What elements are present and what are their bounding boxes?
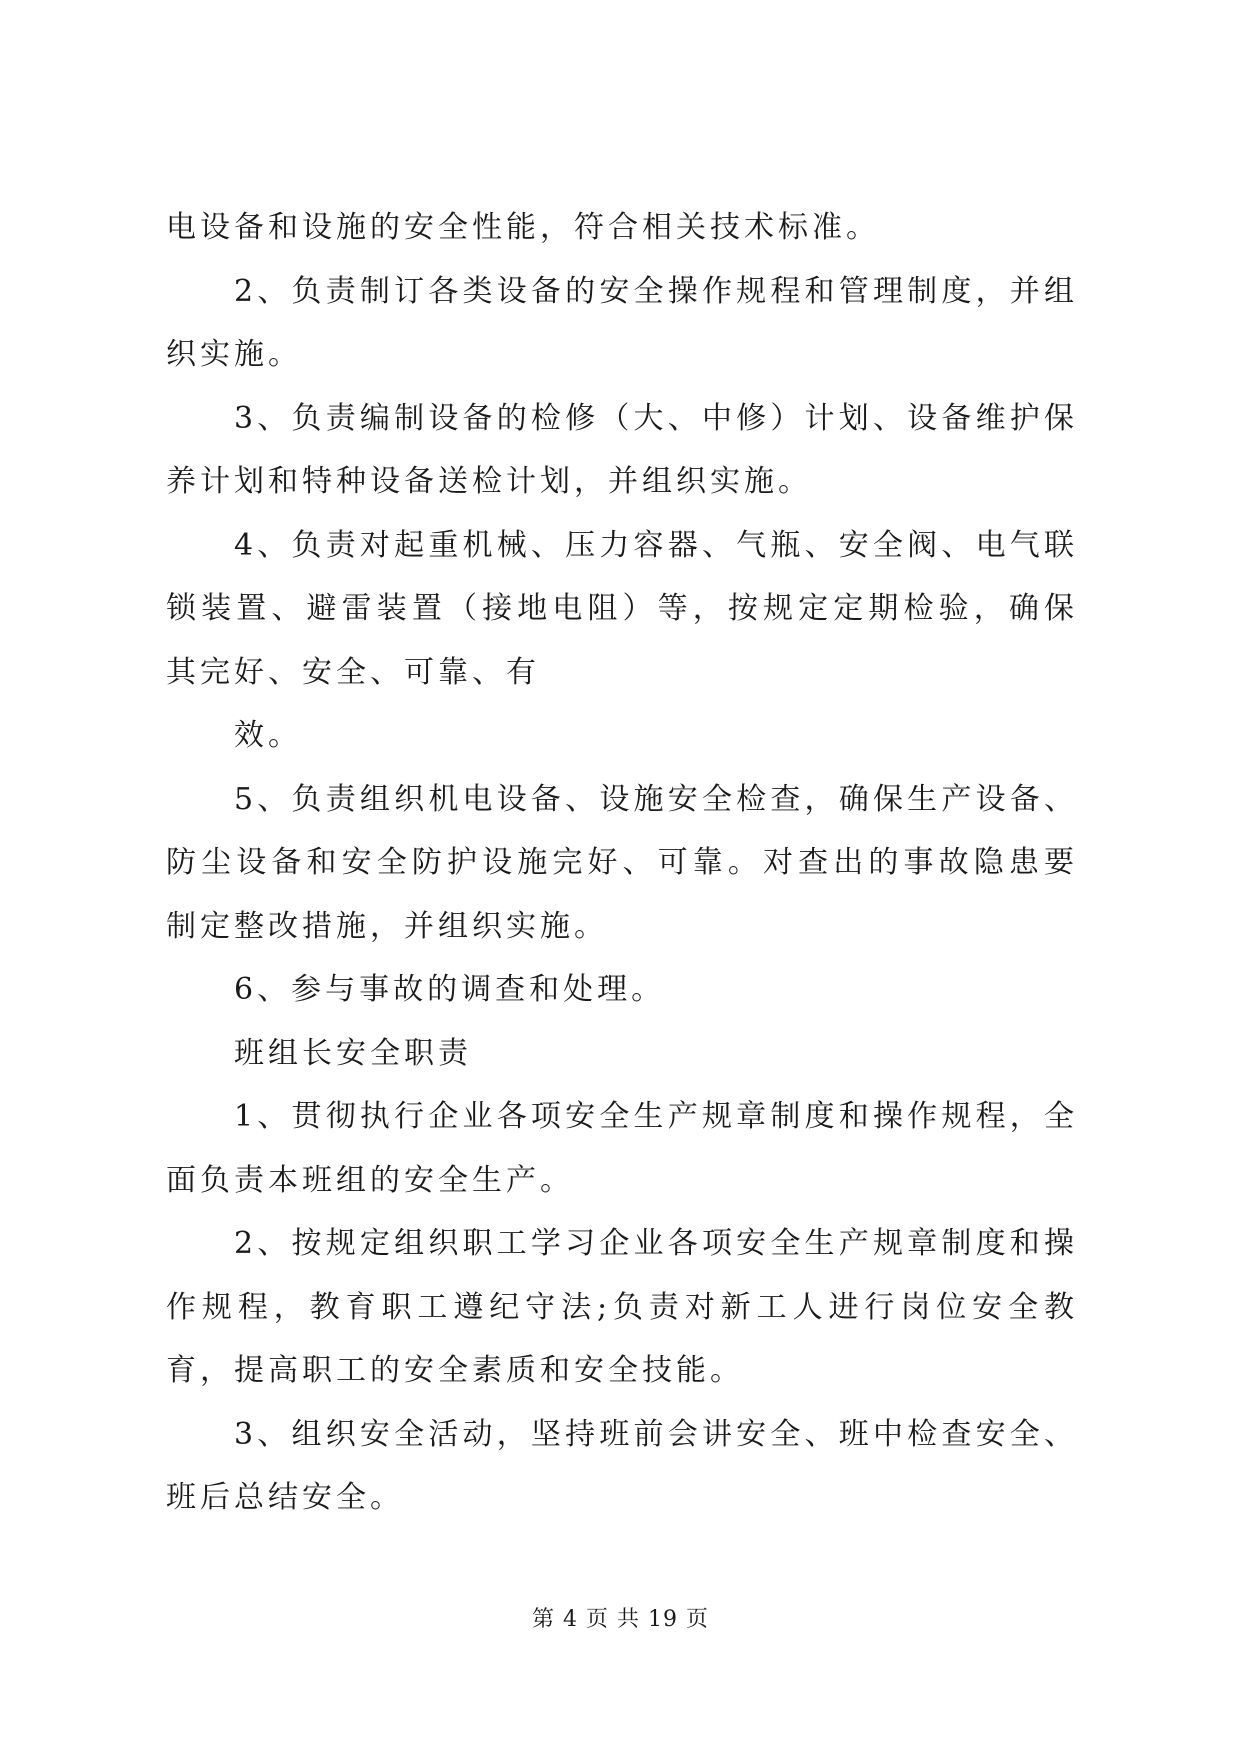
paragraph-item-6: 6、参与事故的调查和处理。 (234, 972, 666, 1007)
paragraph-team-item-2: 2、按规定组织职工学习企业各项安全生产规章制度和操作规程，教育职工遵纪守法;负责对新工人进行岗位安全教育，提高职工的安全素质和安全技能。 (166, 1226, 1078, 1388)
paragraph-team-item-1: 1、贯彻执行企业各项安全生产规章制度和操作规程，全面负责本班组的安全生产。 (166, 1099, 1078, 1198)
paragraph-item-3: 3、负责编制设备的检修（大、中修）计划、设备维护保养计划和特种设备送检计划，并组织实施。 (166, 400, 1078, 499)
page-number-footer: 第 4 页 共 19 页 (532, 1607, 709, 1632)
body-text (166, 196, 1078, 1530)
paragraph-item-5: 5、负责组织机电设备、设施安全检查，确保生产设备、防尘设备和安全防护设施完好、可靠。对查出的事故隐患要制定整改措施，并组织实施。 (166, 781, 1078, 944)
paragraph-item-2: 2、负责制订各类设备的安全操作规程和管理制度，并组织实施。 (166, 273, 1078, 372)
paragraph-item-4-tail: 效。 (234, 718, 302, 753)
section-heading: 班组长安全职责 (234, 1035, 472, 1071)
paragraph-team-item-3: 3、组织安全活动，坚持班前会讲安全、班中检查安全、班后总结安全。 (166, 1416, 1078, 1515)
paragraph-item-4: 4、负责对起重机械、压力容器、气瓶、安全阀、电气联锁装置、避雷装置（接地电阻）等，按规定定期检验，确保其完好、安全、可靠、有 (166, 527, 1078, 690)
paragraph-continuation: 电设备和设施的安全性能，符合相关技术标准。 (166, 210, 880, 245)
